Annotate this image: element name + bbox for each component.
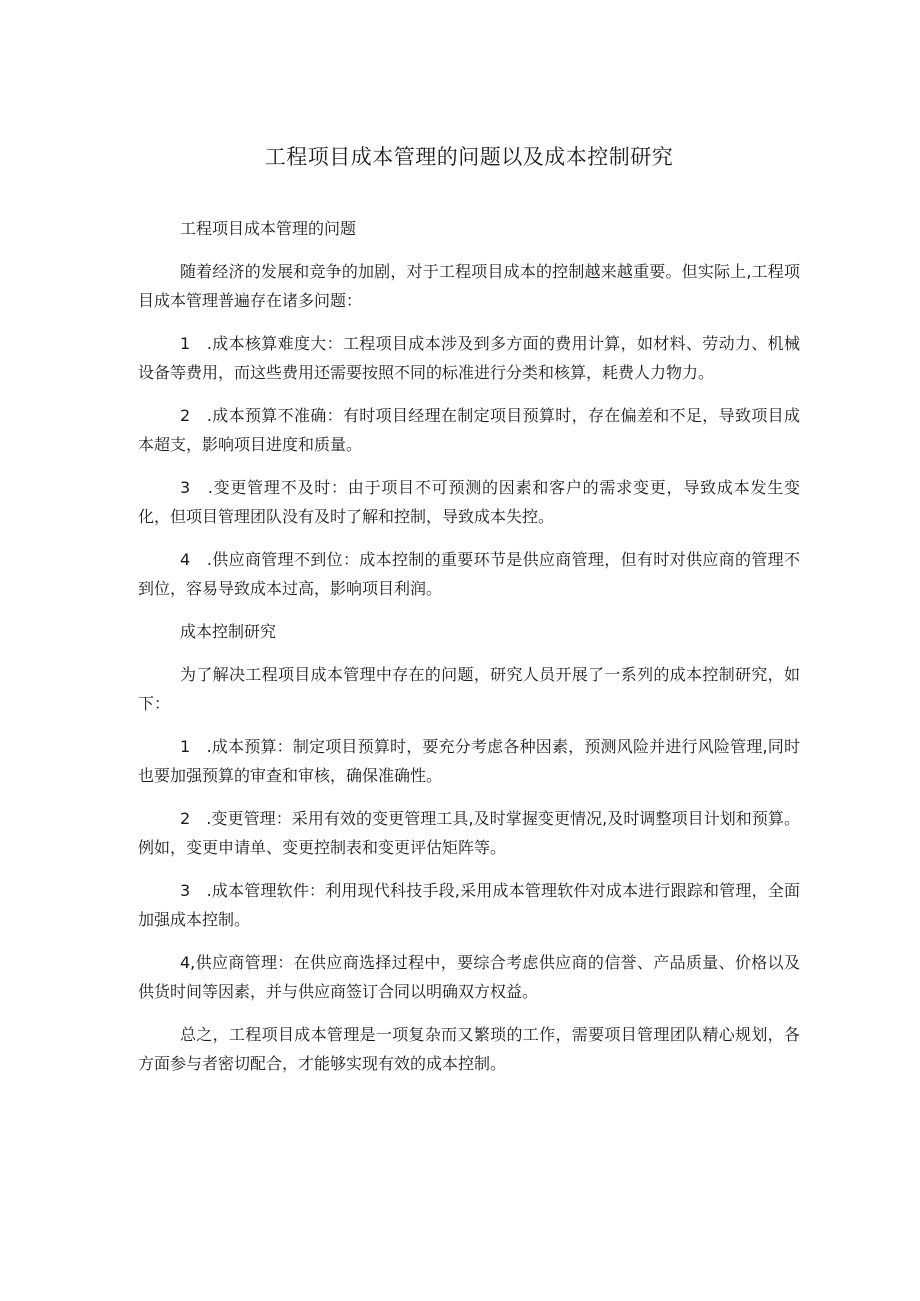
list-item-problem-1: 1 .成本核算难度大：工程项目成本涉及到多方面的费用计算，如材料、劳动力、机械设备等费用，而这些费用还需要按照不同的标准进行分类和核算，耗费人力物力。 [138, 334, 800, 382]
section-intro-problems: 随着经济的发展和竞争的加剧，对于工程项目成本的控制越来越重要。但实际上,工程项目成本管理普遍存在诸多问题： [138, 262, 800, 310]
list-item-research-4: 4,供应商管理：在供应商选择过程中，要综合考虑供应商的信誉、产品质量、价格以及供货时间等因素，并与供应商签订合同以明确双方权益。 [138, 953, 800, 1001]
section-intro-research: 为了解决工程项目成本管理中存在的问题，研究人员开展了一系列的成本控制研究，如下： [138, 665, 800, 713]
list-item-research-1: 1 .成本预算：制定项目预算时，要充分考虑各种因素，预测风险并进行风险管理,同时也要加强预算的审查和审核，确保准确性。 [138, 737, 800, 785]
list-item-research-2: 2 .变更管理：采用有效的变更管理工具,及时掌握变更情况,及时调整项目计划和预算。例如，变更申请单、变更控制表和变更评估矩阵等。 [138, 809, 800, 857]
conclusion-paragraph: 总之，工程项目成本管理是一项复杂而又繁琐的工作，需要项目管理团队精心规划，各方面参与者密切配合，才能够实现有效的成本控制。 [138, 1025, 800, 1073]
page-title: 工程项目成本管理的问题以及成本控制研究 [264, 145, 674, 169]
list-item-problem-3: 3 .变更管理不及时：由于项目不可预测的因素和客户的需求变更，导致成本发生变化，但项目管理团队没有及时了解和控制，导致成本失控。 [138, 478, 800, 526]
list-item-research-3: 3 .成本管理软件：利用现代科技手段,采用成本管理软件对成本进行跟踪和管理，全面加强成本控制。 [138, 881, 800, 929]
list-item-problem-4: 4 .供应商管理不到位：成本控制的重要环节是供应商管理，但有时对供应商的管理不到位，容易导致成本过高，影响项目利润。 [138, 550, 800, 598]
section-heading-problems: 工程项目成本管理的问题 [180, 219, 357, 238]
list-item-problem-2: 2 .成本预算不准确：有时项目经理在制定项目预算时，存在偏差和不足，导致项目成本超支，影响项目进度和质量。 [138, 406, 800, 454]
section-heading-research: 成本控制研究 [180, 622, 277, 641]
